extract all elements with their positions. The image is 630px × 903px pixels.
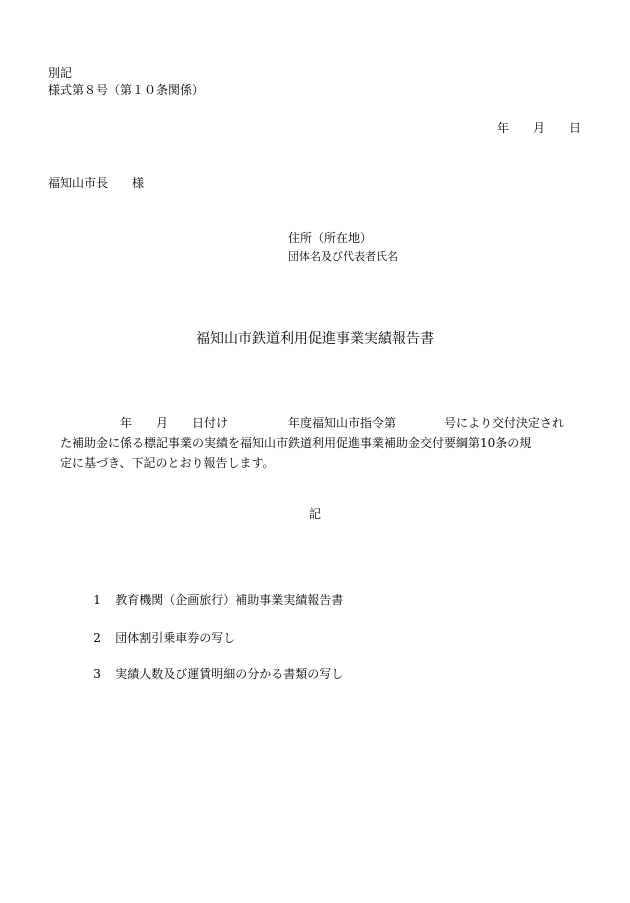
item-text: 実績人数及び運賃明細の分かる書類の写し bbox=[115, 667, 344, 681]
form-number: 様式第８号（第１０条関係） bbox=[48, 83, 205, 97]
list-item bbox=[78, 620, 235, 656]
addressee: 福知山市長 様 bbox=[48, 176, 145, 190]
item-number: 2 bbox=[93, 631, 101, 645]
date-line: 年 月 日 bbox=[496, 121, 581, 135]
item-number: 3 bbox=[93, 667, 101, 681]
list-item bbox=[78, 656, 343, 692]
body-line-2: た補助金に係る標記事業の実績を福知山市鉄道利用促進事業補助金交付要綱第10条の規 bbox=[60, 436, 532, 450]
body-line-1: 年 月 日付け 年度福知山市指令第 号により交付決定され bbox=[60, 416, 565, 430]
item-text: 教育機関（企画旅行）補助事業実績報告書 bbox=[115, 593, 344, 607]
bekki-label: 別記 bbox=[48, 66, 73, 80]
document-title: 福知山市鉄道利用促進事業実績報告書 bbox=[196, 331, 434, 347]
body-line-3: 定に基づき、下記のとおり報告します。 bbox=[60, 456, 275, 470]
address-label: 住所（所在地） bbox=[288, 231, 373, 245]
body-paragraph bbox=[60, 413, 586, 473]
ki-heading: 記 bbox=[308, 507, 321, 521]
item-number: 1 bbox=[93, 593, 101, 607]
item-text: 団体割引乗車券の写し bbox=[115, 631, 236, 645]
list-item bbox=[78, 582, 343, 618]
organization-representative-label: 団体名及び代表者氏名 bbox=[288, 250, 398, 263]
